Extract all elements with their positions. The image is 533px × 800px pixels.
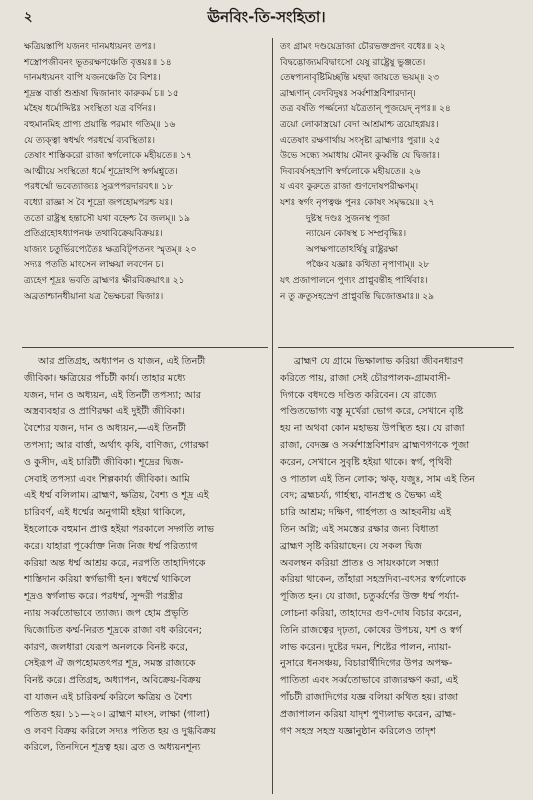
verse-line: যৎ প্রজাপালনে পুণ্যং প্রাপ্নুবন্তীহ পার্থিবাঃ।	[280, 275, 428, 286]
verse-line: আত্মীয়ে সংস্থিতো ধর্মে শূদ্রোঽপি স্বর্গমশ্নুতে।	[24, 166, 178, 177]
verse-line: দিব্যবর্ষসহস্রাণি স্বর্গলোকে মহীয়তে॥ ২৬	[280, 166, 421, 177]
verse-line: বহুমানমিহ প্রাপ্য প্রয়ান্তি পরমাং গতিম্॥ ১৬	[24, 119, 176, 130]
prose-line: যজন, দান ও অধ্যয়ন, এই তিনটী তপস্যা; আর	[24, 389, 201, 401]
verse-line: এতেষাং রক্ষণার্থায় সংসৃষ্টা ব্রাহ্মণাঃ পুরা॥ ২৫	[280, 135, 441, 146]
verse-line: যাজ্যং চতুর্ভিরপ্যেতৈঃ ক্ষত্রবিট্পতনং স্মৃতম্॥ ২০	[24, 244, 197, 255]
prose-line: অবলম্বন করিয়া প্রাতঃ ও সায়ংকালে সন্ধ্যা	[280, 557, 439, 569]
verse-line: অব্রতাশ্চানধীয়ানা যত্র ভৈক্ষচরা দ্বিজাঃ।	[24, 291, 164, 302]
right-verse-block	[280, 40, 514, 346]
prose-line: ইহলোকে বহুমান প্রাপ্ত হইয়া পরকালে সদ্গতি লাভ	[24, 523, 215, 535]
left-prose-block	[24, 354, 268, 794]
prose-line: নুসারে ধনসঞ্চয়, বিচারার্থীদিগের উপর অপক্ষ-	[280, 658, 453, 670]
prose-line: চারিবর্ণ, এই ধর্ম্মের অনুগামী হইয়া থাকিলে,	[24, 507, 186, 519]
prose-line: দিগকে বধদণ্ডে দণ্ডিত করিবেন। যে রাজ্যে	[280, 389, 437, 401]
prose-line: অস্ত্রব্যবহার ও প্রাণিরক্ষা এই দুইটী জীবিকা।	[24, 406, 185, 418]
prose-line: ন্যায় সর্ব্বতোভাবে ত্যাজ্য। জপ হোম প্রভৃতি	[24, 607, 189, 619]
page-number: ২	[24, 10, 33, 25]
prose-line: তিনি রাজত্বের দৃঢ়তা, কোষের উপচয়, যশ ও স্বর্গ	[280, 624, 462, 636]
prose-line: পতিত হয়। ১১—২০। ব্রাহ্মণ মাংস, লাক্ষা (গালা)	[24, 708, 210, 720]
verse-line: তত্র বর্ষতি পর্জ্জন্যো যত্রৈতান্ পূজয়েদ্ নৃপঃ॥ ২৪	[280, 104, 451, 115]
prose-line: করেন, সেখানে সুবৃষ্টি হইয়া থাকে। স্বর্গ, পৃথিবী	[280, 456, 453, 468]
verse-line: বধ্যো রাজ্ঞা স বৈ শূদ্রো জপহোমপরশ্চ যঃ।	[24, 197, 173, 208]
prose-line: পাঁচটী রাজাদিগের যজ্ঞ বলিয়া কথিত হয়। রাজা	[280, 691, 459, 703]
right-section-rule	[278, 347, 514, 348]
page-header	[0, 6, 533, 28]
prose-line: চারি আশ্রম; দক্ষিণ, গার্হপত্য ও আহবনীয় এই	[280, 507, 452, 519]
prose-line: করিলে, তিনদিনে শূদ্রত্ব হয়। ব্রত ও অধ্যয়নশূন্য	[24, 742, 201, 754]
verse-line: শস্ত্রোপজীবনং ভূতরক্ষণঞ্চেতি বৃত্তয়ঃ॥ ১৪	[24, 57, 172, 68]
verse-line: প্রতিগ্রহোঽধ্যাপনঞ্চ তথাবিক্রেয়বিক্রয়ঃ।	[24, 229, 163, 240]
prose-line: প্রজাপালন করিয়া যাদৃশ পুণ্যলাভ করেন, ব্রাহ্ম-	[280, 708, 456, 720]
prose-line: আর প্রতিগ্রহ, অধ্যাপন ও যাজন, এই তিনটী	[38, 356, 206, 367]
prose-line: এই ধর্ম্ম বলিলাম। ব্রাহ্মণ, ক্ষত্রিয়, বৈশ্য ও শূদ্র এই	[24, 490, 209, 502]
prose-line: জীবিকা। ক্ষত্রিয়ের পাঁচটী কার্য। তাহার মধ্যে	[24, 372, 186, 384]
column-divider	[272, 38, 273, 794]
verse-line: অপক্ষপাতোঽর্থিষু রাষ্ট্ররক্ষা	[306, 244, 399, 255]
verse-line: ত্রয়ো লোকাস্ত্রয়ো বেদা আশ্রমাশ্চ ত্রয়োহগ্নয়ঃ।	[280, 119, 439, 130]
prose-line: ব্রাহ্মণ সৃষ্টি করিয়াছেন। যে সকল দ্বিজ	[280, 540, 422, 552]
prose-line: লোচনা করিয়া, তাহাদের গুণ-দোষ বিচার করেন,	[280, 607, 462, 619]
prose-line: করিতে পায়, রাজা সেই চৌরপালক-গ্রামবাসী-	[280, 372, 451, 384]
prose-line: হয় না অথবা কোন মহাভয় উপস্থিত হয়। যে রাজা	[280, 423, 465, 435]
verse-line: ব্রাহ্মণান্ বেদবিদুষঃ সর্ব্বশাস্ত্রবিশারদান্।	[280, 88, 416, 99]
left-section-rule	[22, 347, 268, 348]
verse-line: ততো রাষ্ট্রস্থ হন্তাসৌ যথা বহ্নেশ্চ বৈ জলম্॥ ১৯	[24, 213, 190, 224]
prose-line: লাভ করেন। দুষ্টের দমন, শিষ্টের পালন, ন্যায়া-	[280, 641, 452, 653]
prose-line: পণ্ডিতভোগ্য বস্তু মূর্খেরা ভোগ করে, সেখানে বৃষ্টি	[280, 406, 464, 418]
prose-line: করিয়া অন্ত ধর্ম্ম আশ্রয় করে, নরপতি তাহাদিগকে	[24, 557, 206, 569]
prose-line: তপস্যা; আর বার্ত্তা, অর্থাৎ কৃষি, বাণিজ্য, গোরক্ষা	[24, 439, 209, 451]
page-title: ঊনবিং-তি-সংহিতা।	[207, 8, 326, 26]
prose-line: ব্রাহ্মণ যে গ্রামে ভিক্ষালাভ করিয়া জীবনধারণ	[294, 356, 464, 367]
verse-line: য এবং কুরুতে রাজা গুণদোষপরীক্ষণম্।	[280, 182, 419, 193]
verse-line: দুষ্টস্থ দণ্ডঃ সুজনস্থ পূজা	[306, 213, 390, 224]
prose-line: শাস্তিদান করিয়া স্বর্গভাগী হন। স্বধর্ম্মে থাকিলে	[24, 574, 192, 586]
prose-line: পূজিত হন। যে রাজা, চতুর্ব্বর্ণের উক্ত ধর্ম্ম পর্য্যা-	[280, 591, 460, 603]
prose-line: শূদ্রও স্বর্গলাভ করে। পরধর্ম্ম, সুন্দরী পরস্ত্রীর	[24, 591, 183, 603]
verse-line: ন্যায়েন কোষস্থ চ সম্প্রবৃদ্ধিঃ।	[306, 229, 407, 240]
verse-line: পরধর্ম্মো ভবেত্যাজ্যঃ সুরূপপরদারবৎ॥ ১৮	[24, 182, 173, 193]
prose-line: বা যাজন এই চারিকর্ম্ম করিলে ক্ষত্রিয় ও বৈশ্য	[24, 691, 192, 703]
prose-line: বেদ; ব্রহ্মচর্য্য, গার্হস্থ্য, বানপ্রস্থ ও ভৈক্ষ্য এই	[280, 490, 442, 502]
verse-line: মহৈষ ধর্মোদ্দিষ্টঃ সংস্থিতা যত্র বর্ণিনঃ।	[24, 104, 156, 115]
prose-line: দ্বিজোচিত কর্ম্ম-নিরত শূদ্রকে রাজা বধ করিবেন;	[24, 624, 202, 636]
prose-line: বৈশ্যের যজন, দান ও অধ্যয়ন,—এই তিনটী	[24, 423, 186, 435]
verse-line: যশঃ স্বর্গং নৃপত্বঞ্চ পুনঃ কোষং সমৃদ্ধয়ে॥ ২৭	[280, 197, 435, 208]
verse-line: তেষ্বপ্যনাবৃষ্টিমিচ্ছন্তি মহদ্বা জায়তে ভয়ম্॥ ২৩	[280, 73, 439, 84]
verse-line: শূদ্রস্ত বার্ত্তা শুশ্রূষা দ্বিজানাং কারুকর্ম চ॥ ১৫	[24, 88, 179, 99]
left-verse-block	[24, 40, 268, 346]
verse-line: উভে সন্ধ্যে সমাধায় মৌনং কুর্ব্বন্তি যে দ্বিজাঃ।	[280, 151, 440, 162]
prose-line: সেইরূপ ঐ জপহোমতৎপর শূদ্র, সমস্ত রাজ্যকে	[24, 658, 196, 670]
prose-line: তিন অগ্নি; এই সমস্তের রক্ষার জন্য বিধাতা	[280, 523, 439, 535]
verse-line: বিদ্বদ্ভোজ্যমবিদ্বাংসো যেষু রাষ্ট্রেষু ভুঞ্জতে।	[280, 57, 426, 68]
verse-line: সদ্যঃ পততি মাংসেন লাক্ষয়া লবণেন চ।	[24, 260, 164, 271]
verse-line: পঞ্চৈব যজ্ঞাঃ কথিতা নৃপাণাম্॥ ২৮	[306, 260, 430, 271]
prose-line: রাজা, বেদজ্ঞ ও সর্ব্বশাস্ত্রবিশারদ ব্রাহ্মণগণকে পূজা	[280, 439, 470, 451]
prose-line: কারণ, জলধারা যেরূপ অনলকে বিনষ্ট করে,	[24, 641, 188, 653]
prose-line: বিনষ্ট করে। প্রতিগ্রহ, অধ্যাপন, অবিক্রেয়-বিক্রয়	[24, 675, 202, 687]
prose-line: সেবাই তপস্যা এবং শিল্পকার্য্য জীবিকা। আমি	[24, 473, 190, 485]
verse-line: ত্র্যহেণ শূদ্রঃ ভবতি ব্রাহ্মণঃ ক্ষীরবিক্রয়াৎ॥ ২১	[24, 275, 185, 286]
verse-line: তেষাং শাস্তিকরো রাজা স্বর্গলোকে মহীয়তে॥ ১৭	[24, 151, 192, 162]
prose-line: ও কুসীদ, এই চারিটী জীবিকা। শূদ্রের দ্বিজ-	[24, 456, 184, 468]
verse-line: তং গ্রামং দণ্ডয়েদ্রাজা চৌরভক্তপ্রদং বধেঃ॥ ২২	[280, 42, 446, 52]
verse-line: ক্ষত্রিয়স্তাপি যজনং দানমধ্যয়নং তপঃ।	[24, 42, 156, 52]
right-prose-block	[280, 354, 514, 794]
prose-line: পাতিতা এবং সর্ব্বতোভাবে রাজ্যরক্ষণ করা, এই	[280, 675, 458, 687]
prose-line: ও পাতাল এই তিন লোক; ঋক্, যজুঃ, সাম এই তিন	[280, 473, 476, 485]
verse-line: যে ত্যক্ত্বা স্বধর্ম্মং পরধর্ম্মে ব্যবস্থিতাঃ।	[24, 135, 155, 146]
prose-line: করে। যাহারা পূর্ব্বোক্ত নিজ নিজ ধর্ম্ম পরিত্যাগ	[24, 540, 198, 552]
prose-line: ও লবণ বিক্রয় করিলে সদ্যঃ পতিত হয় ও দুগ্ধবিক্রয়	[24, 725, 217, 737]
prose-line: করিয়া থাকেন, তাঁহারা সহস্রদিব্য-বৎসর স্বর্গলোকে	[280, 574, 466, 586]
verse-line: ন তু ক্রতুসহস্রেণ প্রাপ্নুবন্তি দ্বিজোত্তমাঃ॥ ২৯	[280, 291, 434, 302]
prose-line: গণ সহস্র সহস্র যজ্ঞানুষ্ঠান করিলেও তাদৃশ	[280, 725, 436, 737]
verse-line: দানমধ্যয়নং বাপি যজনঞ্চেতি বৈ বিশঃ।	[24, 73, 161, 84]
